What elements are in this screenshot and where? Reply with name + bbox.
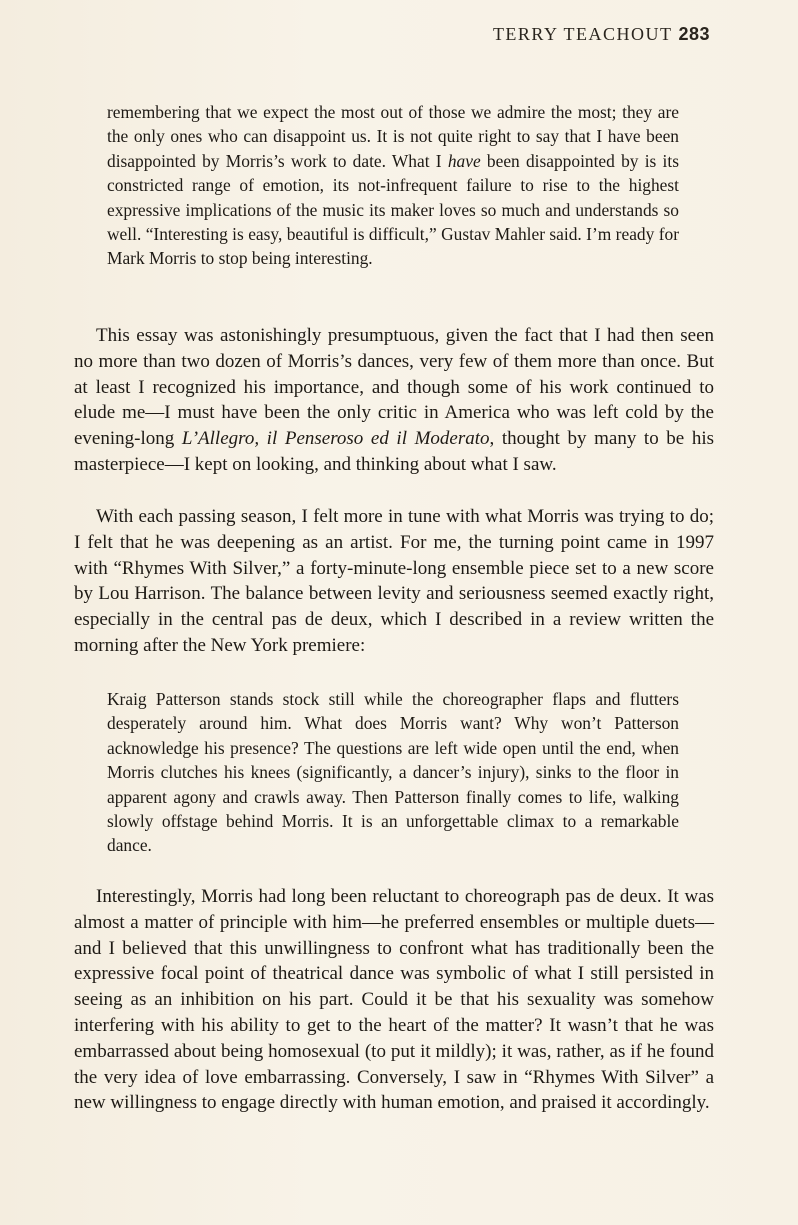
para1-text-a: This essay was astonishingly presumptuous, given the fact that I had then seen no more than two dozen of Morris’s dances, very few of them more than once. But at least I recognized his importance, and though some of his work continued to elude me—I must have been the only critic in America who was left cold by the evening-long (74, 325, 714, 450)
quote1-text-b: been disappointed by is its constricted range of emotion, its not-infrequent failure to rise to the highest expressive implications of the music its maker loves so much and understands so well. “Interesting is easy, beautiful is difficult,” Gustav Mahler said. I’m ready for Mark Morris to stop being interesting. (107, 150, 679, 269)
block-quote-paragraph (107, 100, 679, 271)
quote1-text-a: remembering that we expect the most out of those we admire the most; they are the only ones who can disappoint us. It is not quite right to say that I have been disappointed by Morris’s work to date. What I (107, 102, 679, 171)
body-paragraph-1 (74, 323, 714, 478)
block-quote-paragraph: Kraig Patterson stands stock still while the choreographer flaps and flutters desperately around him. What does Morris want? Why won’t Patterson acknowledge his presence? The questions are left wide open until the end, when Morris clutches his knees (significantly, a dancer’s injury), sinks to the floor in apparent agony and crawls away. Then Patterson finally comes to life, walking slowly offstage behind Morris. It is an unforgettable climax to a remarkable dance. (107, 689, 679, 856)
paragraph: Interestingly, Morris had long been reluctant to choreograph pas de deux. It was almost a matter of principle with him—he preferred ensembles or multiple duets—and I believed that this unwillingness to confront what has traditionally been the expressive focal point of theatrical dance was symbolic of what I still persisted in seeing as an inhibition on his part. Could it be that his sexuality was somehow interfering with his ability to get to the heart of the matter? It wasn’t that he was embarrassed about being homosexual (to put it mildly); it was, rather, as if he found the very idea of love embarrassing. Conversely, I saw in “Rhymes With Silver” a new willingness to engage directly with human emotion, and praised it accordingly. (74, 886, 714, 1114)
page-number: 283 (678, 24, 710, 44)
body-paragraph-2 (74, 504, 714, 659)
work-title: L’Allegro, il Penseroso ed il Moderato (181, 428, 490, 450)
running-head-author: TERRY TEACHOUT (492, 24, 673, 44)
paragraph: With each passing season, I felt more in tune with what Morris was trying to do; I felt that he was deepening as an artist. For me, the turning point came in 1997 with “Rhymes With Silver,” a forty-minute-long ensemble piece set to a new score by Lou Harrison. The balance between levity and seriousness seemed exactly right, especially in the central pas de deux, which I described in a review written the morning after the New York premiere: (74, 506, 714, 656)
quote1-emphasis: have (447, 150, 481, 171)
paragraph (74, 323, 714, 478)
body-paragraph-3 (74, 884, 714, 1116)
block-quote-review (107, 687, 679, 858)
para1-text-b: , thought by many to be his masterpiece—I kept on looking, and thinking about what I saw. (74, 428, 715, 475)
block-quote-morris-essay (107, 100, 679, 271)
running-head (493, 24, 710, 45)
